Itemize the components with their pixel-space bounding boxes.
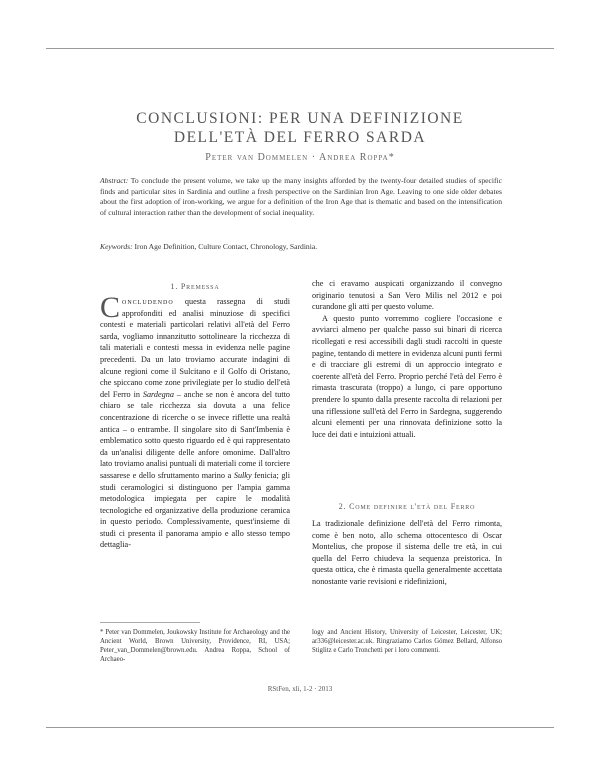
left-column (100, 291, 291, 551)
page-footer: RStFen, xli, 1-2 · 2013 (267, 685, 333, 693)
footnote-rule (100, 622, 200, 623)
title-line-1: CONCLUSIONI: PER UNA DEFINIZIONE (136, 110, 464, 127)
abstract (100, 176, 502, 218)
col1-text-b: – anche se non è ancora del tutto chiaro se tale ricchezza sia dovuta a una felice concentrazione di ricerche o se invece riflette una realtà antica – o entrambe. Il singolare sito di Sant'Imbenia è emblematico sotto questo riguardo ed è qui rappresentato da un'analisi diligente delle anfore omonime. Dall'altro lato troviamo analisi puntuali di materiali come il torciere sassarese e dello sfruttamento marino a (100, 389, 291, 480)
col1-italic-sardegna: Sardegna (142, 389, 174, 399)
title-line-2: DELL'ETÀ DEL FERRO SARDA (173, 129, 427, 146)
section-2-heading: 2. Come definire l'età del Ferro (338, 502, 476, 511)
col1-text-a: questa rassegna di studi approfonditi ed analisi minuziose di specifici contesti e materiali particolari relativi all'età del Ferro sarda, vogliamo innanzitutto sottolineare la ricchezza di tali materiali e contesti messa in evidenza nelle pagine precedenti. Da un lato troviamo accurate indagini di alcune regioni come il Sulcitano e il Golfo di Oristano, che spiccano come zone privilegiate per lo studio dell'età del Ferro in (100, 297, 290, 399)
col2-paragraph-1: che ci eravamo auspicati organizzando il convegno originario tenutosi a San Vero Milis nel 2012 e poi curandone gli atti per questo volume. (312, 279, 502, 312)
keywords (100, 242, 502, 251)
col2-paragraph-3: La tradizionale definizione dell'età del Ferro rimonta, come è ben noto, allo schema ottocentesco di Oscar Montelius, che propose il sistema delle tre età, in cui quella del Ferro chiudeva la sequenza preistorica. In questa ottica, che è rimasta quella generalmente accettata nonostante varie revisioni e ridefinizioni, (312, 519, 502, 586)
abstract-text: To conclude the present volume, we take up the many insights afforded by the twenty-four detailed studies of specific finds and particular sites in Sardinia and outline a fresh perspective on the Sardinian Iron Age. Leaving to one side older debates about the first adoption of iron-working, we argue for a definition of the Iron Age that is thematic and based on the intensification of cultural interaction rather than the development of social inequality. (100, 176, 503, 217)
top-rule (46, 48, 554, 49)
footnote-right: logy and Ancient History, University of Leicester, Leicester, UK; ar336@leicester.ac.uk. Ringraziamo Carlos Gómez Bellard, Alfonso Stiglitz e Carlo Tronchetti per i loro commenti. (312, 629, 502, 654)
footnote-left: * Peter van Dommelen, Joukowsky Institute for Archaeology and the Ancient World, Brown University, Providence, RI, USA; Peter_van_Dommelen@brown.edu. Andrea Roppa, School of Archaeo- (100, 629, 290, 663)
bottom-rule (46, 727, 554, 728)
col1-italic-sulky: Sulky (233, 470, 252, 480)
lead-small-caps: oncludendo (122, 297, 174, 306)
keywords-text: Iron Age Definition, Culture Contact, Chronology, Sardinia. (134, 242, 318, 251)
drop-cap: C (100, 291, 121, 324)
col1-text-c: fenicia; gli studi ceramologici si distinguono per l'ampia gamma metodologica impiegata per capire le modalità tecnologiche ed organizzative della produzione ceramica in questo periodo. Complessivamente, quest'insieme di studi ci presenta il panorama ampio e allo stesso tempo dettaglia- (100, 470, 290, 550)
col2-paragraph-2: A questo punto vorremmo cogliere l'occasione e avviarci almeno per qualche passo sui binari di ricerca ricollegati e resi accessibili dagli studi raccolti in queste pagine, tentando di mettere in evidenza alcuni punti fermi e di tracciare gli estremi di un approccio integrato e coerente all'età del Ferro. Proprio perché l'età del Ferro è rimasta trascurata (troppo) a lungo, ci pare opportuno prendere lo spunto dalla presente raccolta di relazioni per una riflessione sull'età del Ferro in Sardegna, suggerendo alcuni elementi per una rinnovata definizione sotto la luce dei dati e intuizioni attuali. (312, 313, 502, 439)
section-1-heading: 1. Premessa (170, 282, 220, 291)
right-column-continued (312, 518, 502, 588)
authors: Peter van Dommelen · Andrea Roppa* (205, 152, 395, 163)
keywords-label: Keywords: (100, 242, 133, 251)
right-column (312, 278, 502, 440)
abstract-label: Abstract: (100, 176, 129, 185)
